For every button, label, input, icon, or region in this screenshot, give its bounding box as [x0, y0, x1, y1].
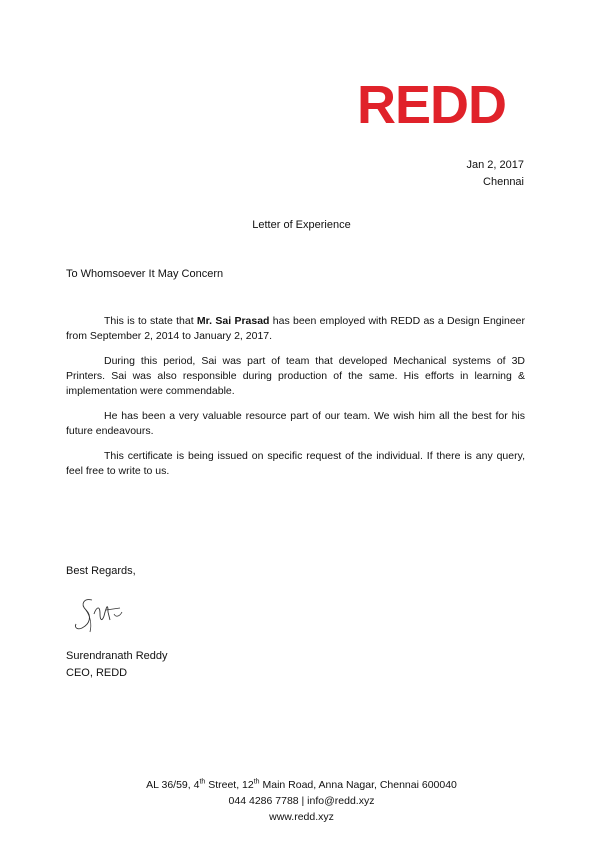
signature-image: [70, 594, 130, 636]
paragraph-2: During this period, Sai was part of team that developed Mechanical systems of 3D Printers. Sai was also responsible during production of the same. His efforts in learning & implementation were commendable.: [66, 355, 525, 397]
letter-body: [66, 314, 525, 489]
signer-name: Surendranath Reddy: [66, 650, 168, 662]
letter-title: Letter of Experience: [252, 219, 351, 231]
letter-date: Jan 2, 2017: [466, 159, 524, 171]
footer-address: AL 36/59, 4th Street, 12th Main Road, Anna Nagar, Chennai 600040: [146, 778, 457, 791]
letter-city: Chennai: [483, 176, 524, 188]
company-logo: [357, 74, 527, 136]
logo-text: REDD: [357, 75, 507, 135]
footer: [0, 777, 603, 825]
salutation: To Whomsoever It May Concern: [66, 268, 224, 280]
paragraph-1: This is to state that Mr. Sai Prasad has been employed with REDD as a Design Engineer from September 2, 2014 to January 2, 2017.: [66, 315, 525, 342]
footer-website: www.redd.xyz: [269, 811, 334, 823]
paragraph-4: This certificate is being issued on specific request of the individual. If there is any query, feel free to write to us.: [66, 450, 525, 477]
closing: Best Regards,: [66, 565, 136, 577]
signer-title: CEO, REDD: [66, 667, 128, 679]
employee-name: Mr. Sai Prasad: [196, 315, 270, 327]
date-location-block: [467, 157, 525, 191]
paragraph-3: He has been a very valuable resource part of our team. We wish him all the best for his future endeavours.: [66, 410, 525, 437]
signer-block: [66, 648, 168, 682]
footer-contact: 044 4286 7788 | info@redd.xyz: [228, 795, 375, 807]
